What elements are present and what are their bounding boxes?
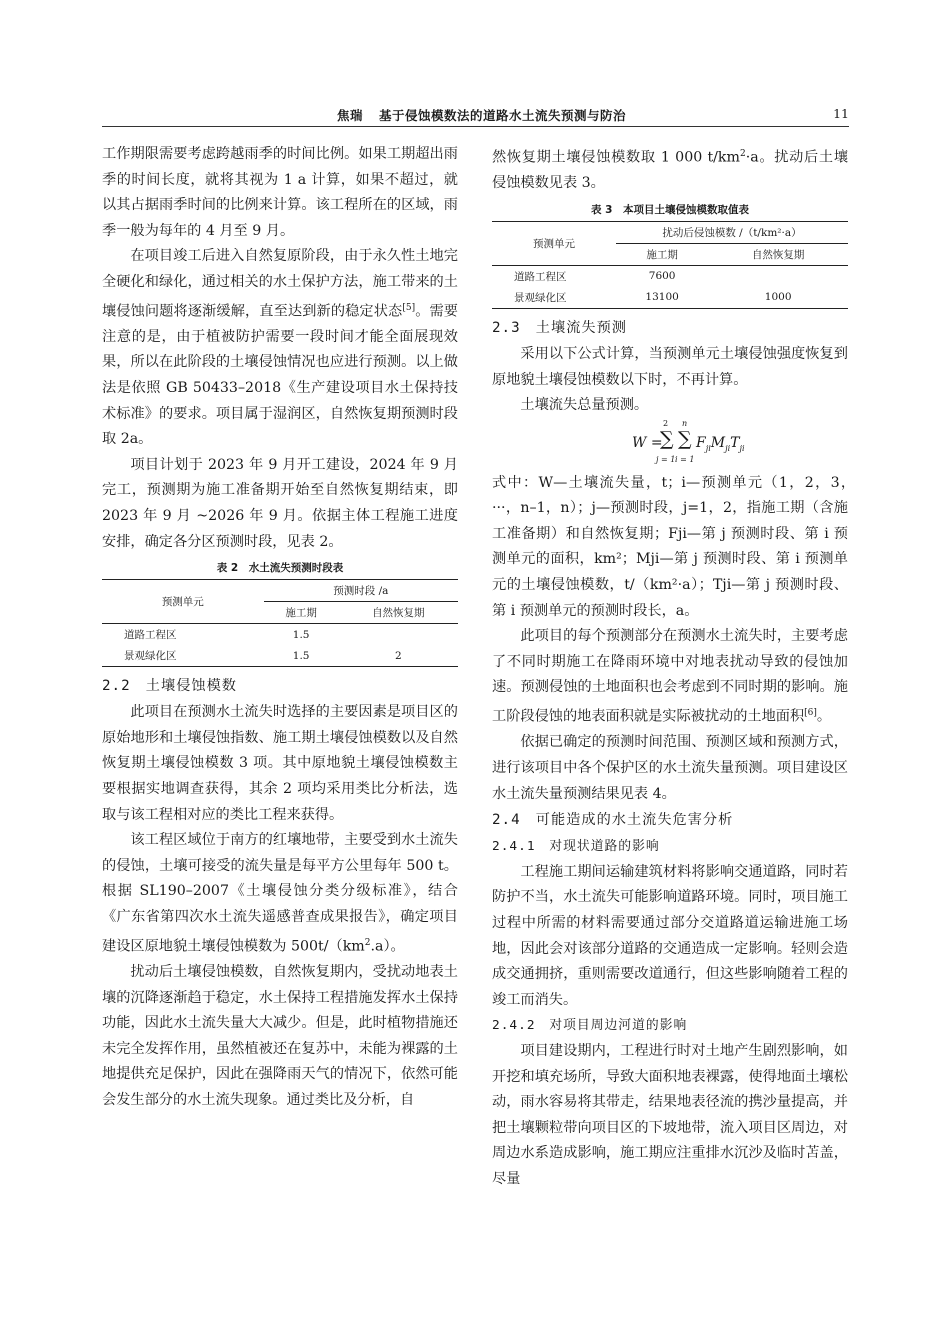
paragraph: 依据已确定的预测时间范围、预测区域和预测方式，进行该项目中各个保护区的水土流失量预测。项目建设区水土流失量预测结果见表 4。 (492, 734, 848, 802)
citation-ref: [5] (402, 302, 416, 313)
paragraph: 工作期限需要考虑跨越雨季的时间比例。如果工期超出雨季的时间长度，就将其视为 1 a 计算，如果不超过，就以其占据雨季时间的比例来计算。该工程所在的区域，雨季一般为每年的 4 月至 9 月。 (102, 146, 458, 239)
table-header-cell: 自然恢复期 (708, 243, 848, 265)
paragraph: 土壤流失总量预测。 (520, 397, 649, 414)
left-column (102, 142, 458, 1113)
table-cell: 13100 (645, 291, 679, 304)
section-heading: 2.4 可能造成的水土流失危害分析 (492, 812, 734, 829)
paragraph: 该工程区域位于南方的红壤地带，主要受到水土流失的侵蚀，土壤可接受的流失量是每平方公里每年 500 t。根据 SL190–2007《土壤侵蚀分类分级标准》，结合《广东省第四次水土流失遥感普查成果报告》，确定项目建设区原地貌土壤侵蚀模数为 $500t/(km^2.a)$。 (102, 832, 458, 955)
section-heading: 2.2 土壤侵蚀模数 (102, 678, 237, 695)
table-row (102, 645, 458, 667)
table-cell: 景观绿化区 (514, 291, 567, 304)
equation: W = 2 ∑ j = 1 n ∑ i = 1 $F_{ji}M_{ji}T_{ji}$ (632, 418, 745, 464)
table-header-cell: 预测单元 (102, 580, 264, 624)
table-header-cell: 预测时段 /a (264, 580, 458, 602)
table-cell: 道路工程区 (124, 629, 177, 642)
table-cell: 1000 (764, 291, 792, 304)
paragraph: 项目计划于 2023 年 9 月开工建设，2024 年 9 月完工，预测期为施工准备期开始至自然恢复期结束，即 2023 年 9 月 ~2026 年 9 月。依据主体工程施工进度安排，确定各分区预测时段，见表 2。 (102, 456, 458, 550)
table-3 (492, 221, 848, 309)
table-cell: 7600 (648, 270, 676, 283)
header-paper-title: 基于侵蚀模数法的道路水土流失预测与防治 (379, 108, 627, 123)
table-caption: 表 3 本项目土壤侵蚀模数取值表 (591, 203, 749, 216)
table-cell: 2 (394, 649, 402, 662)
header-title (337, 106, 626, 124)
paragraph: 然恢复期土壤侵蚀模数取 1 000 $t/km^2\cdot a$。扰动后土壤侵蚀模数见表 3。 (492, 149, 849, 192)
page-number: 11 (833, 106, 849, 121)
paragraph: 扰动后土壤侵蚀模数，自然恢复期内，受扰动地表土壤的沉降逐渐趋于稳定，水土保持工程措施发挥水土保持功能，因此水土流失量大大减少。但是，此时植物措施还未完全发挥作用，虽然植被还在复苏中，未能为裸露的土地提供充足保护，因此在强降雨天气的情况下，依然可能会发生部分的水土流失现象。通过类比及分析，自 (102, 963, 458, 1108)
table-cell: 道路工程区 (514, 270, 567, 283)
citation-ref: [6] (804, 708, 817, 719)
table-cell (339, 624, 458, 646)
paragraph: 在项目竣工后进入自然复原阶段，由于永久性土地完全硬化和绿化，通过相关的水土保护方法，施工带来的土壤侵蚀问题将逐渐缓解，直至达到新的稳定状态[5]。需要注意的是，由于植被防护需要一段时间才能全面展现效果，所以在此阶段的土壤侵蚀情况也应进行预测。以上做法是依照 GB 50433–2018《生产建设项目水土保持技术标准》的要求。项目属于湿润区，自然恢复期预测时段取 2a。 (102, 248, 458, 448)
table-cell: 景观绿化区 (124, 650, 177, 663)
table-row (492, 287, 848, 309)
paragraph: 工程施工期间运输建筑材料将影响交通道路，同时若防护不当，水土流失可能影响道路环境。同时，项目施工过程中所需的材料需要通过部分交道路道运输进施工场地，因此会对该部分道路的交通造成一定影响。轻则会造成交通拥挤，重则需要改道通行，但这些影响随着工程的竣工而消失。 (492, 863, 848, 1008)
right-column (492, 142, 848, 1192)
table-cell: 1.5 (292, 628, 310, 641)
running-header (102, 104, 849, 127)
table-header-cell: 预测单元 (492, 221, 616, 265)
section-heading: 2.3 土壤流失预测 (492, 319, 627, 336)
table-row (492, 265, 848, 287)
paragraph: 此项目的每个预测部分在预测水土流失时，主要考虑了不同时期施工在降雨环境中对地表扰动导致的侵蚀加速。预测侵蚀的土地面积也会考虑到不同时期的影响。施工阶段侵蚀的地表面积就是实际被扰动的土地面积[6]。 (492, 628, 848, 725)
table-header-cell: 施工期 (264, 602, 339, 624)
subsection-heading: 2.4.1 对现状道路的影响 (492, 839, 660, 855)
paragraph: 式中：W—土壤流失量，t；i—预测单元（1，2，3，···，n–1，n）；j—预测时段，j=1，2，指施工期（含施工准备期）和自然恢复期；Fji—第 j 预测时段、第 i 预测单元的面积，km²；Mji—第 j 预测时段、第 i 预测单元的土壤侵蚀模数，t/（km²·a）；Tji—第 j 预测时段、第 i 预测单元的预测时段长，a。 (492, 474, 848, 619)
paragraph: 采用以下公式计算，当预测单元土壤侵蚀强度恢复到原地貌土壤侵蚀模数以下时，不再计算。 (492, 345, 848, 388)
paragraph: 此项目在预测水土流失时选择的主要因素是项目区的原始地形和土壤侵蚀指数、施工期土壤侵蚀模数以及自然恢复期土壤侵蚀模数 3 项。其中原地貌土壤侵蚀模数主要根据实地调查获得，其余 2 项均采用类比分析法，选取与该工程相对应的类比工程来获得。 (102, 704, 458, 823)
table-header-cell: 自然恢复期 (339, 602, 458, 624)
table-cell: 1.5 (292, 649, 310, 662)
table-header-cell: 扰动后侵蚀模数 /（t/km²·a） (616, 221, 848, 243)
subsection-heading: 2.4.2 对项目周边河道的影响 (492, 1018, 688, 1034)
table-caption: 表 2 水土流失预测时段表 (216, 562, 344, 575)
table-2 (102, 579, 458, 667)
table-header-cell: 施工期 (616, 243, 708, 265)
header-author: 焦瑞 (337, 108, 364, 123)
paragraph: 项目建设期内，工程进行时对土地产生剧烈影响，如开挖和填充场所，导致大面积地表裸露，使得地面土壤松动，雨水容易将其带走，结果地表径流的携沙量提高，并把土壤颗粒带向项目区的下坡地带，流入项目区周边，对周边水系造成影响，施工期应注重排水沉沙及临时苫盖，尽量 (492, 1042, 848, 1187)
table-row (102, 624, 458, 646)
table-cell (708, 265, 848, 287)
